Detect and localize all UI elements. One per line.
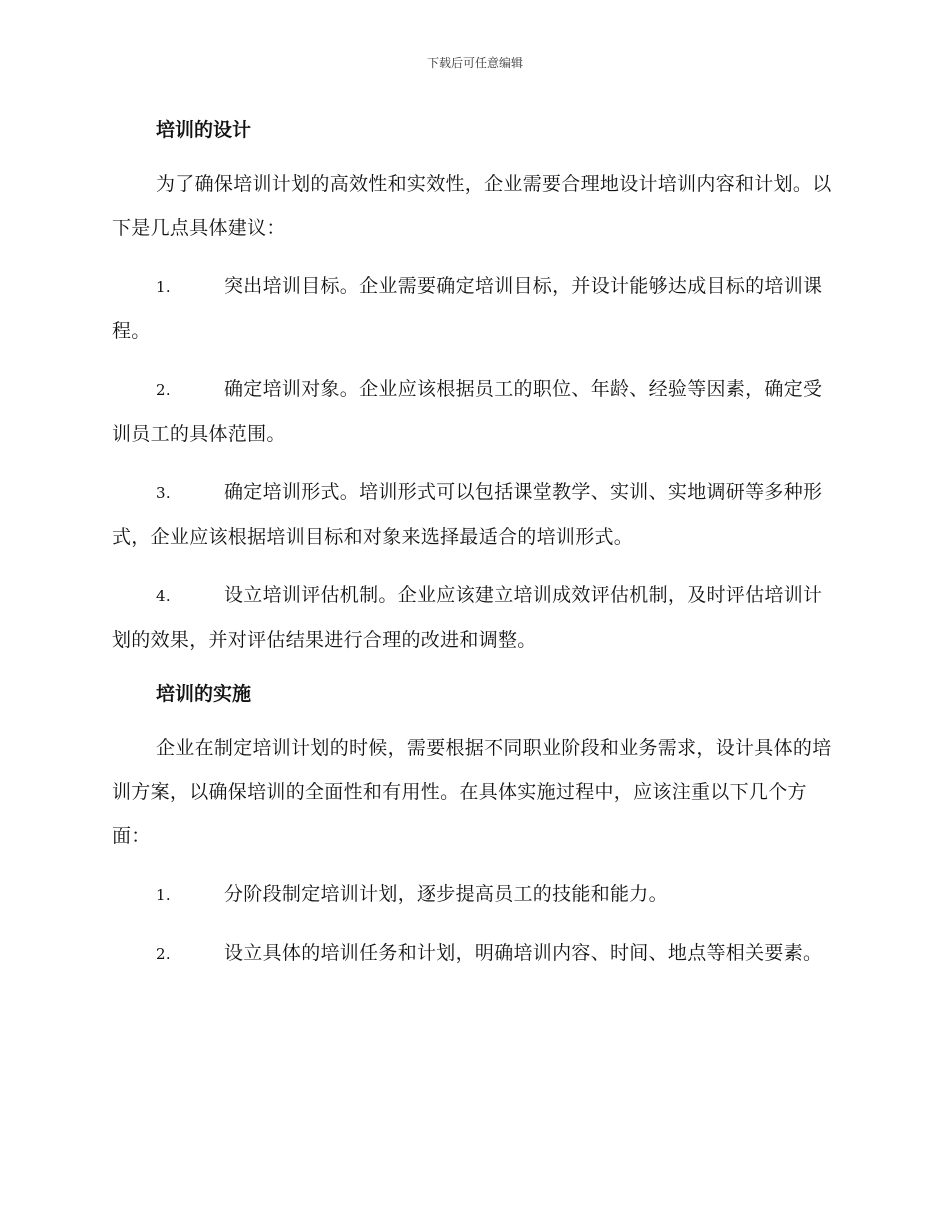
document-body bbox=[112, 112, 834, 990]
list-item-number: 4. bbox=[156, 587, 171, 605]
list-item-number: 2. bbox=[156, 945, 171, 963]
list-item-text: 分阶段制定培训计划，逐步提高员工的技能和能力。 bbox=[224, 883, 668, 905]
list-item-text: 设立具体的培训任务和计划，明确培训内容、时间、地点等相关要素。 bbox=[224, 942, 823, 964]
list-item-number: 1. bbox=[156, 886, 171, 904]
list-item-text: 确定培训对象。企业应该根据员工的职位、年龄、经验等因素，确定受训员工的具体范围。 bbox=[112, 378, 823, 445]
list-item bbox=[112, 470, 834, 559]
list-item-number: 3. bbox=[156, 484, 171, 502]
section-heading-design: 培训的设计 bbox=[156, 119, 252, 141]
list-item-text: 突出培训目标。企业需要确定培训目标，并设计能够达成目标的培训课程。 bbox=[112, 275, 823, 342]
list-item bbox=[112, 573, 834, 662]
list-item-text: 设立培训评估机制。企业应该建立培训成效评估机制，及时评估培训计划的效果，并对评估结果进行合理的改进和调整。 bbox=[112, 584, 823, 651]
section-intro-design: 为了确保培训计划的高效性和实效性，企业需要合理地设计培训内容和计划。以下是几点具体建议： bbox=[112, 173, 832, 239]
list-item-number: 1. bbox=[156, 278, 171, 296]
section-intro-implementation: 企业在制定培训计划的时候，需要根据不同职业阶段和业务需求，设计具体的培训方案，以确保培训的全面性和有用性。在具体实施过程中，应该注重以下几个方面： bbox=[112, 737, 832, 847]
header-note: 下载后可任意编辑 bbox=[426, 56, 523, 70]
section-heading-implementation: 培训的实施 bbox=[156, 683, 252, 705]
list-item-text: 确定培训形式。培训形式可以包括课堂教学、实训、实地调研等多种形式，企业应该根据培训目标和对象来选择最适合的培训形式。 bbox=[112, 481, 823, 548]
list-item bbox=[112, 264, 834, 353]
list-item bbox=[112, 367, 834, 456]
list-item bbox=[112, 872, 834, 917]
list-item bbox=[112, 931, 834, 976]
list-item-number: 2. bbox=[156, 381, 171, 399]
